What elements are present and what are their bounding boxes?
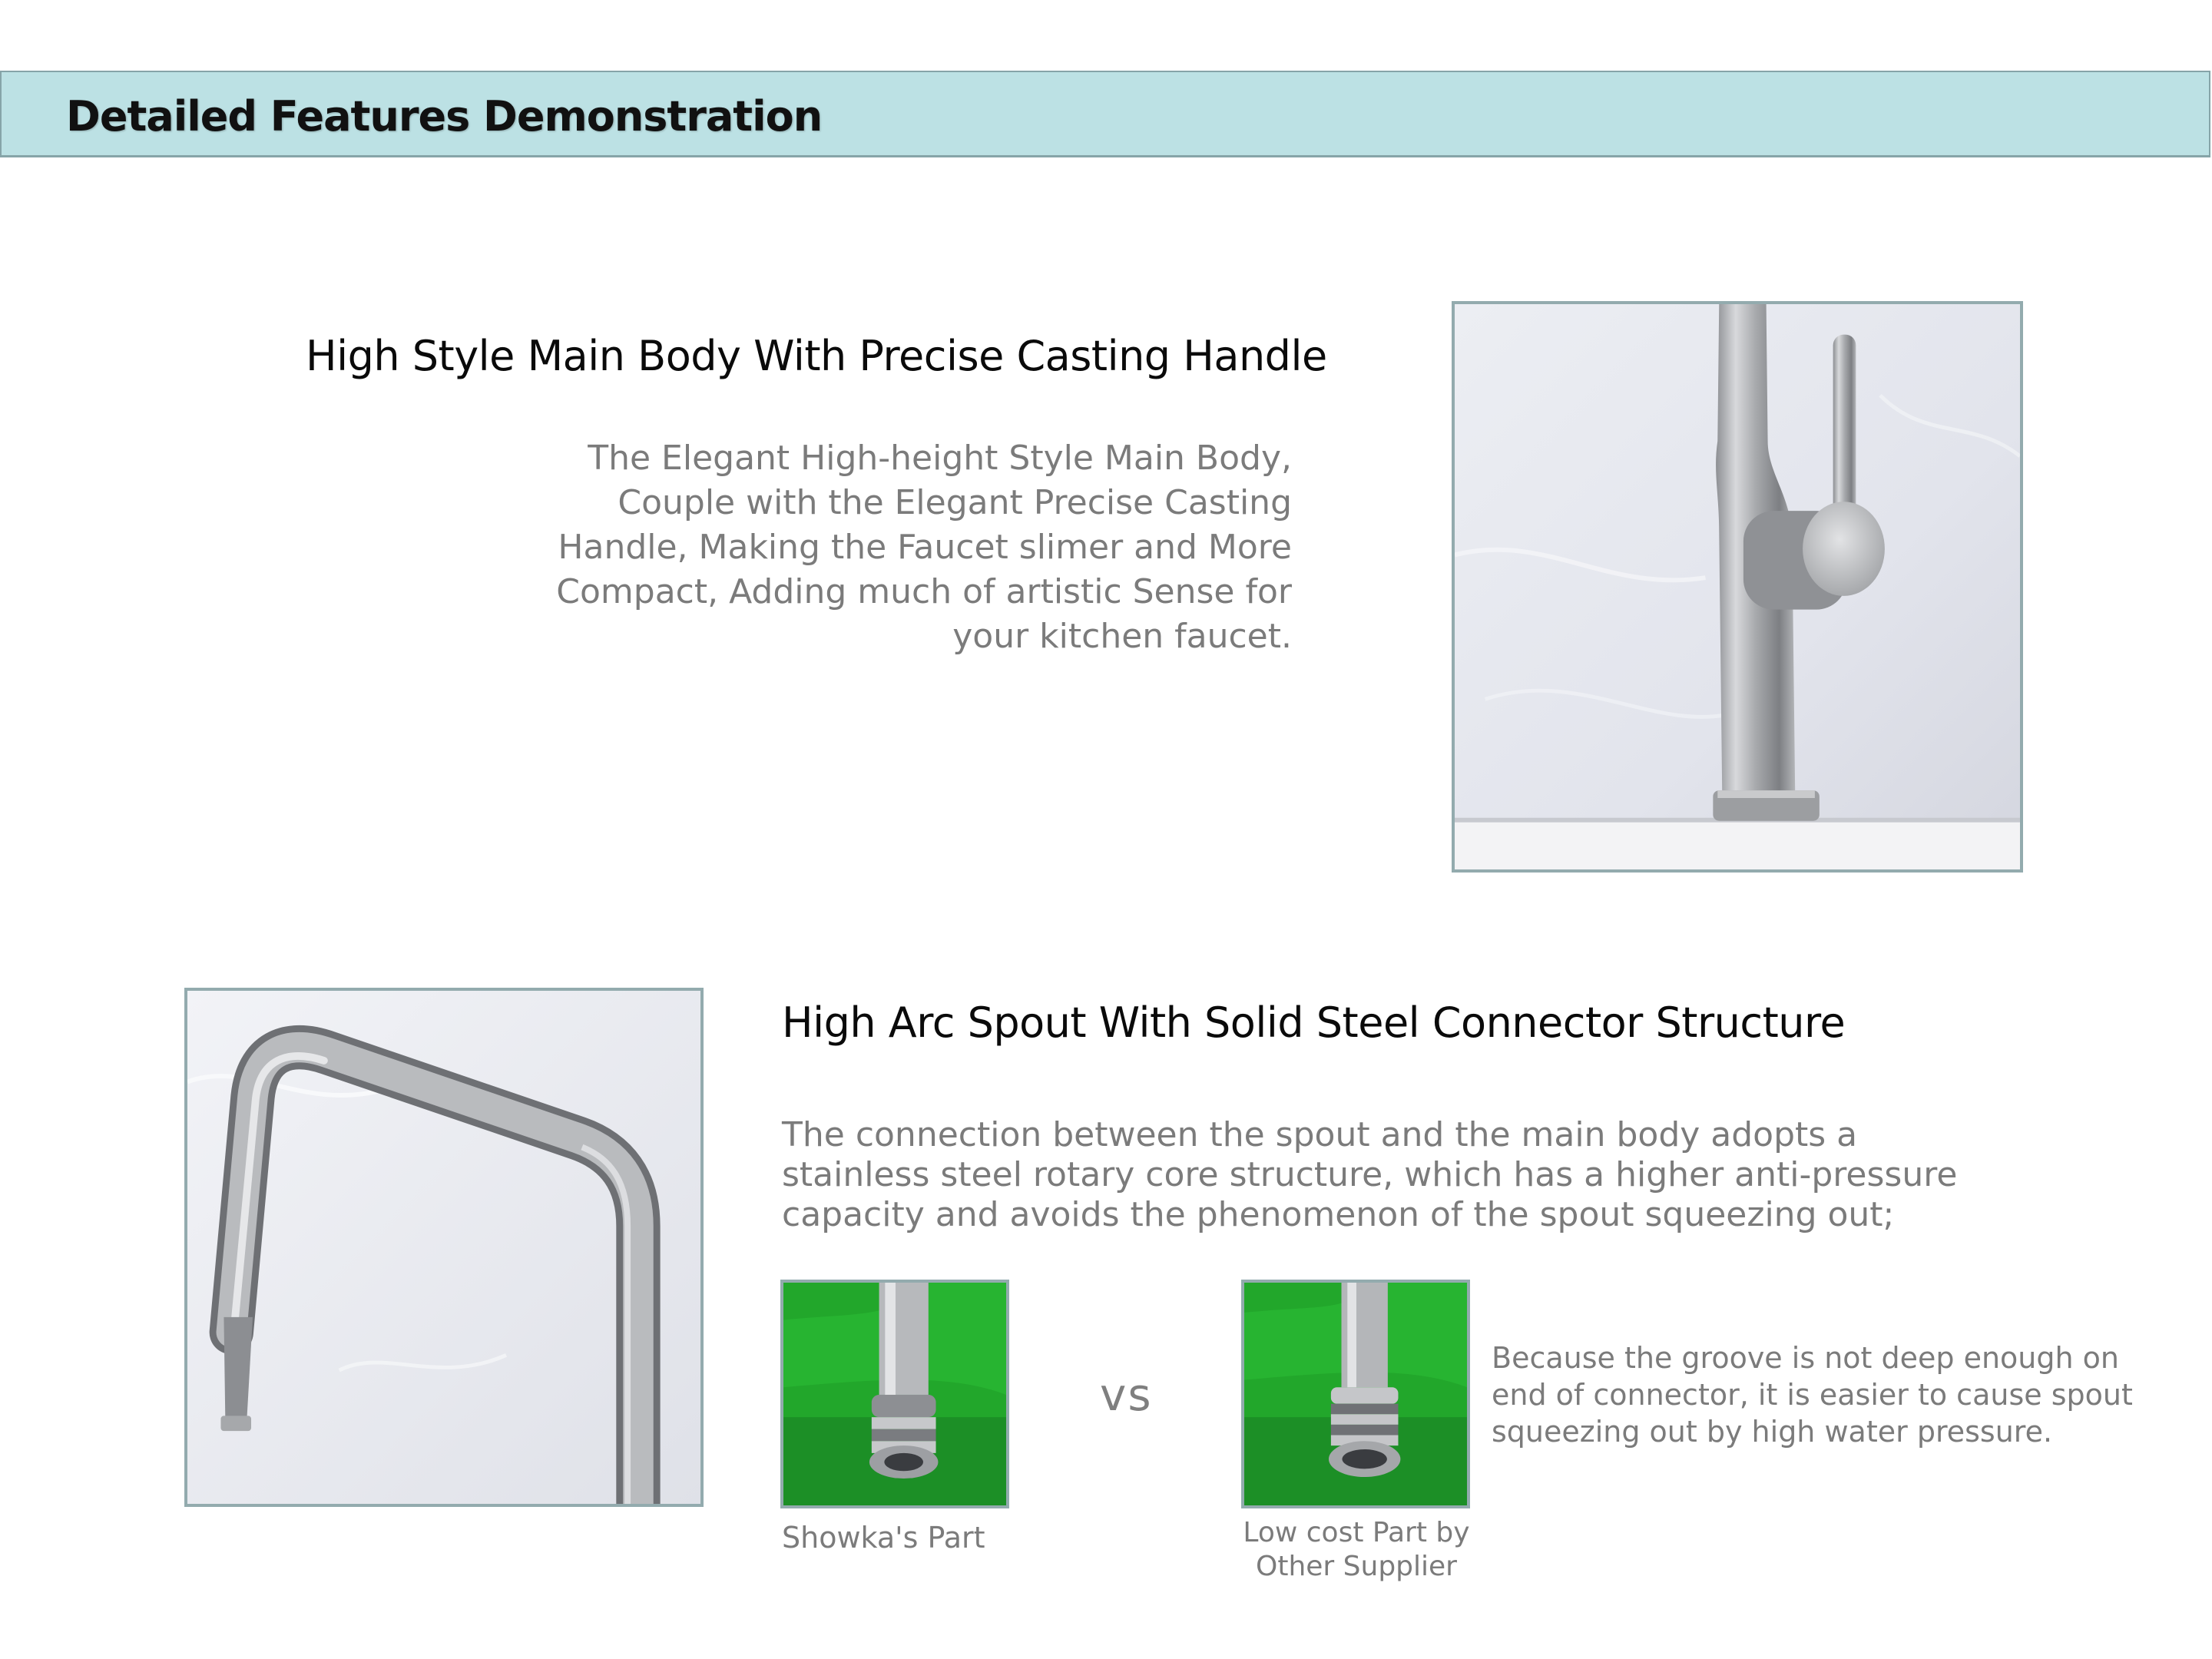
other-supplier-caption-line: Low cost Part by — [1243, 1517, 1470, 1548]
comparison-note-line: end of connector, it is easier to cause spout — [1492, 1378, 2133, 1412]
spout-photo — [184, 988, 704, 1507]
other-supplier-caption — [1226, 1516, 1487, 1584]
section1-description — [556, 436, 1292, 659]
section2-line: The connection between the spout and the main body adopts a — [782, 1115, 1858, 1154]
comparison-note — [1492, 1339, 2133, 1450]
section1-heading: High Style Main Body With Precise Casting Handle — [306, 332, 1327, 380]
section2-line: capacity and avoids the phenomenon of the spout squeezing out; — [782, 1195, 1895, 1234]
faucet-body-photo — [1452, 301, 2023, 873]
other-supplier-caption-line: Other Supplier — [1256, 1551, 1457, 1582]
showka-part-photo — [780, 1280, 1009, 1508]
comparison-note-line: Because the groove is not deep enough on — [1492, 1341, 2119, 1375]
section1-line: Couple with the Elegant Precise Casting — [618, 483, 1292, 522]
page-title: Detailed Features Demonstration — [66, 92, 823, 141]
section2-heading: High Arc Spout With Solid Steel Connector Structure — [782, 998, 1846, 1047]
other-supplier-part-photo — [1241, 1280, 1470, 1508]
section2-description — [782, 1115, 1957, 1235]
section2-line: stainless steel rotary core structure, which has a higher anti-pressure — [782, 1155, 1958, 1194]
section1-line: The Elegant High-height Style Main Body, — [588, 439, 1292, 478]
section1-line: Handle, Making the Faucet slimer and More — [558, 528, 1292, 567]
section1-line: Compact, Adding much of artistic Sense for — [556, 572, 1292, 611]
title-banner — [0, 71, 2210, 157]
comparison-note-line: squeezing out by high water pressure. — [1492, 1415, 2053, 1449]
section1-line: your kitchen faucet. — [952, 617, 1292, 656]
showka-part-caption: Showka's Part — [782, 1521, 985, 1555]
vs-label: vs — [1100, 1369, 1153, 1421]
